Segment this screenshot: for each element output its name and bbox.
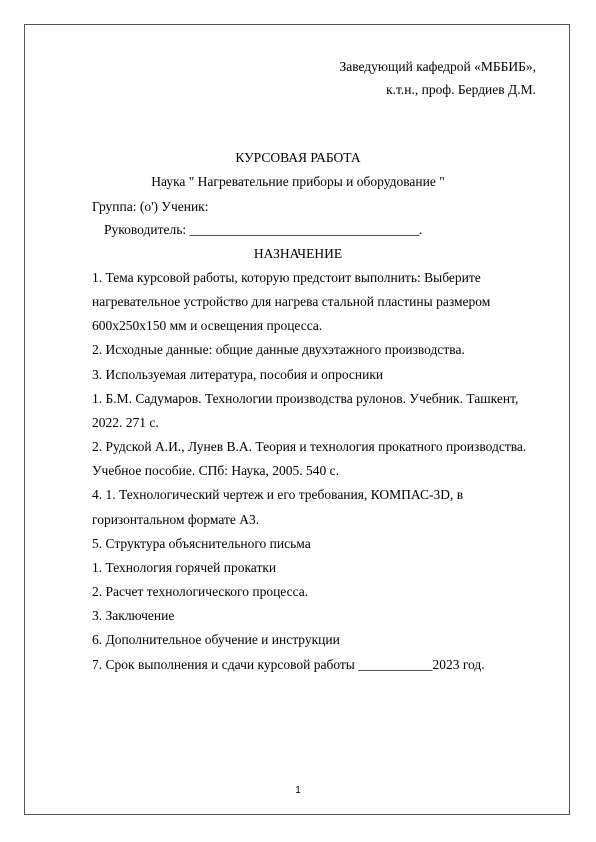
assignment-line: горизонтальном формате А3. — [92, 512, 260, 527]
department-head-line: Заведующий кафедрой «МББИБ», — [339, 59, 536, 74]
assignment-line: 7. Срок выполнения и сдачи курсовой работы ___________2023 год. — [92, 657, 485, 672]
assignment-line: 1. Тема курсовой работы, которую предстоит выполнить: Выберите — [92, 270, 481, 285]
page-number: 1 — [295, 785, 301, 796]
assignment-line: 4. 1. Технологический чертеж и его требования, КОМПАС-3D, в — [92, 487, 464, 502]
assignment-line: 1. Б.М. Садумаров. Технологии производства рулонов. Учебник. Ташкент, — [92, 391, 519, 406]
assignment-heading: НАЗНАЧЕНИЕ — [253, 246, 343, 261]
document-title: КУРСОВАЯ РАБОТА — [235, 150, 361, 165]
assignment-line: 6. Дополнительное обучение и инструкции — [92, 632, 340, 647]
assignment-line: 1. Технология горячей прокатки — [92, 560, 277, 575]
assignment-line: 2. Расчет технологического процесса. — [92, 584, 309, 599]
assignment-line: 3. Заключение — [92, 608, 175, 623]
department-head-name: к.т.н., проф. Бердиев Д.М. — [386, 82, 536, 97]
assignment-line: нагревательное устройство для нагрева стальной пластины размером — [92, 294, 491, 309]
assignment-line: 5. Структура объяснительного письма — [92, 536, 311, 551]
group-student-line: Группа: (о') Ученик: — [92, 199, 209, 214]
assignment-line: 3. Используемая литература, пособия и опросники — [92, 367, 384, 382]
assignment-line: Учебное пособие. СПб: Наука, 2005. 540 с. — [92, 463, 339, 478]
assignment-line: 2. Исходные данные: общие данные двухэтажного производства. — [92, 342, 465, 357]
supervisor-line: Руководитель: __________________________________. — [104, 222, 423, 237]
assignment-line: 2022. 271 с. — [92, 415, 159, 430]
subject-line: Наука " Нагревательние приборы и оборудование " — [151, 174, 445, 189]
assignment-line: 2. Рудской А.И., Лунев В.А. Теория и технология прокатного производства. — [92, 439, 527, 454]
assignment-line: 600x250x150 мм и освещения процесса. — [92, 318, 323, 333]
